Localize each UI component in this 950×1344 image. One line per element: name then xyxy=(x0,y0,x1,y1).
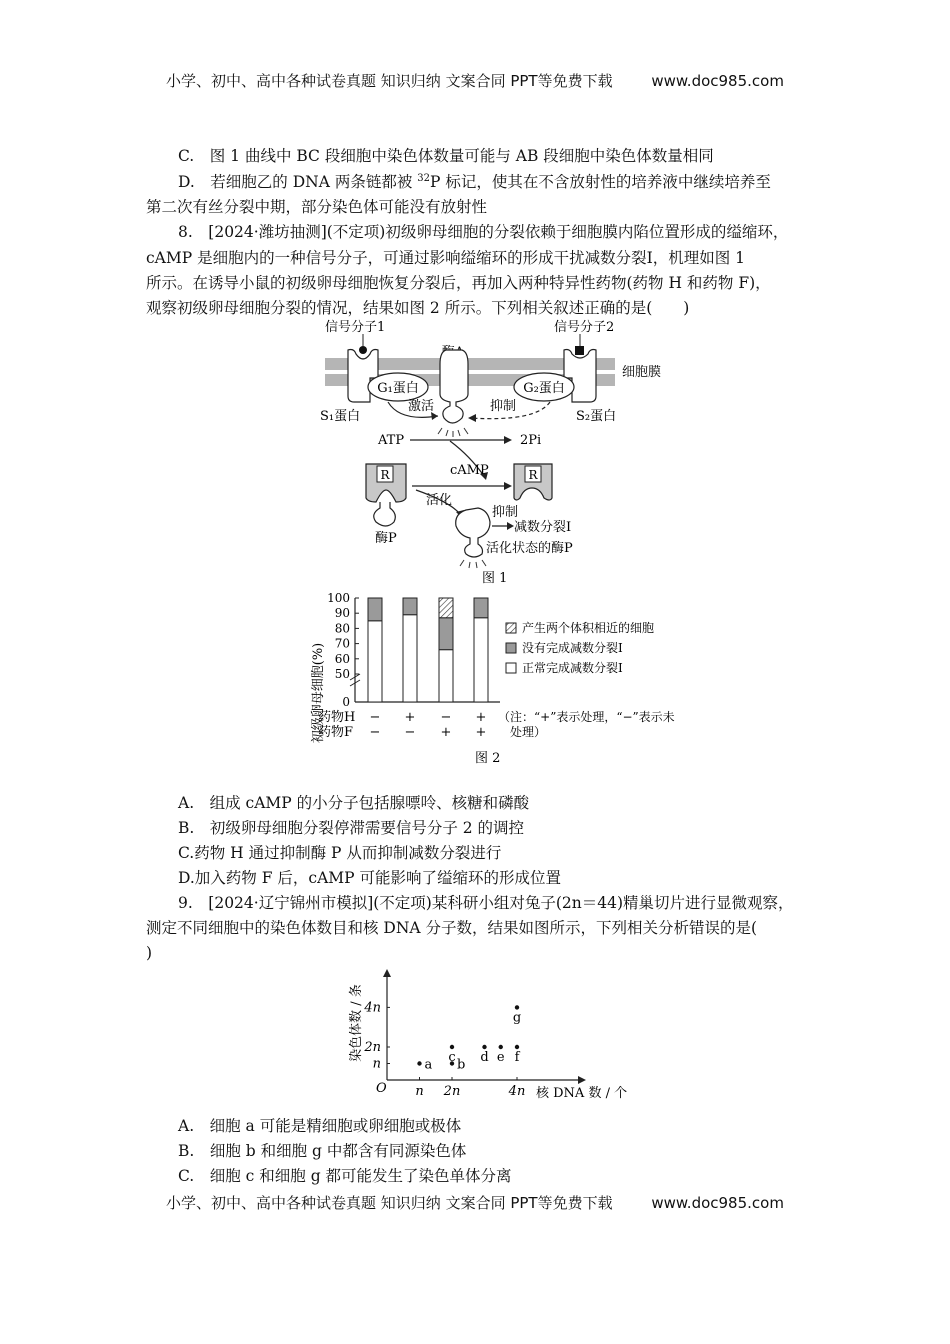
activate2-label: 活化 xyxy=(426,493,453,508)
pi-label: 2Pi xyxy=(520,433,542,448)
signal-molecule-1-dot xyxy=(359,346,367,354)
q9-option-a: A. 细胞 a 可能是精细胞或卵细胞或极体 xyxy=(178,1117,462,1135)
bar-incomplete-1 xyxy=(368,598,382,621)
point-label-f: f xyxy=(514,1050,520,1065)
point-label-b: b xyxy=(457,1057,466,1073)
q8-stem-2: cAMP 是细胞内的一种信号分子，可通过影响缢缩环的形成干扰减数分裂Ⅰ，机理如图 1 xyxy=(146,249,746,267)
point-f xyxy=(515,1045,519,1049)
svg-text:R: R xyxy=(380,468,390,482)
y-tick-label: 4n xyxy=(364,1000,381,1016)
legend-swatch xyxy=(506,663,516,673)
page-header xyxy=(0,70,950,91)
point-label-g: g xyxy=(512,1010,522,1026)
y-tick-label: 60 xyxy=(334,651,350,666)
figure-2-bar-chart xyxy=(300,588,700,768)
point-d xyxy=(482,1045,486,1049)
enzyme-p-label: 酶P xyxy=(375,531,397,546)
q9-option-c: C. 细胞 c 和细胞 g 都可能发生了染色单体分离 xyxy=(178,1167,512,1185)
x-tick-label: 4n xyxy=(508,1084,526,1099)
bar-incomplete-4 xyxy=(474,598,488,618)
bar-incomplete-2 xyxy=(403,598,417,615)
q8-stem-3: 所示。在诱导小鼠的初级卵母细胞恢复分裂后，再加入两种特异性药物(药物 H 和药物 F)， xyxy=(146,274,771,292)
q8-stem-4: 观察初级卵母细胞分裂的情况，结果如图 2 所示。下列相关叙述正确的是( ) xyxy=(146,299,690,317)
signal-molecule-2-label: 信号分子2 xyxy=(554,320,615,335)
treatment-mark: + xyxy=(440,725,452,740)
q7-option-c: C. 图 1 曲线中 BC 段细胞中染色体数量可能与 AB 段细胞中染色体数量相同 xyxy=(178,147,714,165)
treatment-mark: + xyxy=(475,725,487,740)
activate-label: 激活 xyxy=(408,399,435,414)
y-axis-label: 初级卵母细胞(%) xyxy=(311,642,326,744)
signal-molecule-1-label: 信号分子1 xyxy=(325,320,386,335)
inhibit-label: 抑制 xyxy=(490,399,517,414)
legend-label: 没有完成减数分裂Ⅰ xyxy=(522,641,623,655)
bar-two-cells-3 xyxy=(439,598,453,618)
point-g xyxy=(515,1005,519,1009)
treatment-mark: + xyxy=(404,710,416,725)
enzyme-a xyxy=(440,350,468,423)
point-label-c: c xyxy=(448,1050,456,1065)
bar-incomplete-3 xyxy=(439,618,453,650)
scatter-chart xyxy=(340,965,660,1105)
row-label-drug-h: 药物H xyxy=(318,710,356,725)
signal-molecule-2-dot xyxy=(575,346,584,355)
q8-option-a: A. 组成 cAMP 的小分子包括腺嘌呤、核糖和磷酸 xyxy=(178,794,530,812)
figure-1-diagram xyxy=(300,318,700,590)
isotope-sup: 32 xyxy=(417,172,431,184)
point-e xyxy=(499,1045,503,1049)
footer-text: 小学、初中、高中各种试卷真题 知识归纳 文案合同 PPT等免费下载 xyxy=(166,1194,613,1212)
active-p-label: 活化状态的酶P xyxy=(486,541,573,556)
y-tick-label: 90 xyxy=(334,606,350,621)
page-footer xyxy=(0,1192,950,1213)
footer-site: www.doc985.com xyxy=(651,1194,784,1212)
bar-normal-3 xyxy=(439,650,453,702)
treatment-mark: + xyxy=(475,710,487,725)
camp-label: cAMP xyxy=(450,463,489,478)
meiosis-label: 减数分裂Ⅰ xyxy=(514,520,572,535)
bar-normal-2 xyxy=(403,615,417,702)
point-label-e: e xyxy=(496,1050,505,1065)
active-enzyme-p xyxy=(456,508,490,557)
point-c xyxy=(450,1045,454,1049)
treatment-mark: − xyxy=(404,725,416,740)
y-tick-label: 0 xyxy=(342,695,350,709)
figure-2-caption: 图 2 xyxy=(475,751,501,766)
point-label-a: a xyxy=(424,1057,433,1073)
header-site: www.doc985.com xyxy=(651,72,784,90)
y-tick-label: 100 xyxy=(327,591,350,605)
treatment-mark: − xyxy=(369,725,381,740)
y-tick-label: 70 xyxy=(334,636,350,651)
q8-stem-1: 8. [2024·潍坊抽测](不定项)初级卵母细胞的分裂依赖于细胞膜内陷位置形成的缢缩环， xyxy=(178,223,789,241)
figure-1-caption: 图 1 xyxy=(482,571,508,586)
q8-option-b: B. 初级卵母细胞分裂停滞需要信号分子 2 的调控 xyxy=(178,819,525,837)
x-tick-label: 2n xyxy=(443,1084,461,1099)
q7-option-d-cont: 第二次有丝分裂中期，部分染色体可能没有放射性 xyxy=(146,198,488,216)
chart-note-1: （注：“+”表示处理，“−”表示未 xyxy=(498,710,675,724)
q8-option-d: D.加入药物 F 后，cAMP 可能影响了缢缩环的形成位置 xyxy=(178,869,562,887)
svg-text:G₂蛋白: G₂蛋白 xyxy=(523,381,565,396)
q9-stem-1: 9. [2024·辽宁锦州市模拟](不定项)某科研小组对兔子(2n＝44)精巢切片进行显微观察， xyxy=(178,894,794,912)
treatment-mark: − xyxy=(440,710,452,725)
atp-label: ATP xyxy=(378,433,405,448)
scatter-x-label: 核 DNA 数 / 个 xyxy=(536,1086,628,1101)
y-tick-label: 50 xyxy=(334,667,350,681)
svg-text:R: R xyxy=(528,468,538,482)
membrane-label: 细胞膜 xyxy=(622,365,662,380)
q9-stem-3: ) xyxy=(146,944,153,962)
scatter-origin: O xyxy=(376,1081,387,1096)
y-tick-label: 2n xyxy=(364,1040,381,1055)
s1-protein-label: S₁蛋白 xyxy=(320,409,361,424)
s2-protein-label: S₂蛋白 xyxy=(576,409,617,424)
point-a xyxy=(417,1061,421,1065)
header-text: 小学、初中、高中各种试卷真题 知识归纳 文案合同 PPT等免费下载 xyxy=(166,72,613,90)
scatter-y-label: 染色体数 / 条 xyxy=(349,984,364,1062)
treatment-mark: − xyxy=(369,710,381,725)
inhibit2-label: 抑制 xyxy=(492,505,519,520)
chart-note-2: 处理） xyxy=(510,725,547,739)
legend-label: 产生两个体积相近的细胞 xyxy=(522,621,655,635)
bar-normal-4 xyxy=(474,618,488,702)
q7-option-d: D. 若细胞乙的 DNA 两条链都被 $^{32}$P 标记，使其在不含放射性的培养液中继续培养至 xyxy=(178,172,771,191)
legend-swatch xyxy=(506,643,516,653)
q9-option-b: B. 细胞 b 和细胞 g 中都含有同源染色体 xyxy=(178,1142,467,1160)
point-label-d: d xyxy=(480,1050,489,1065)
legend-label: 正常完成减数分裂Ⅰ xyxy=(522,661,623,675)
row-label-drug-f: 药物F xyxy=(318,725,354,740)
q8-option-c: C.药物 H 通过抑制酶 P 从而抑制减数分裂进行 xyxy=(178,844,502,862)
legend-swatch xyxy=(506,623,516,633)
q9-stem-2: 测定不同细胞中的染色体数目和核 DNA 分子数，结果如图所示，下列相关分析错误的是( xyxy=(146,919,758,937)
x-tick-label: n xyxy=(415,1084,424,1099)
y-tick-label: n xyxy=(372,1056,381,1072)
y-tick-label: 80 xyxy=(334,621,350,636)
bar-normal-1 xyxy=(368,621,382,702)
svg-text:G₁蛋白: G₁蛋白 xyxy=(377,381,419,396)
